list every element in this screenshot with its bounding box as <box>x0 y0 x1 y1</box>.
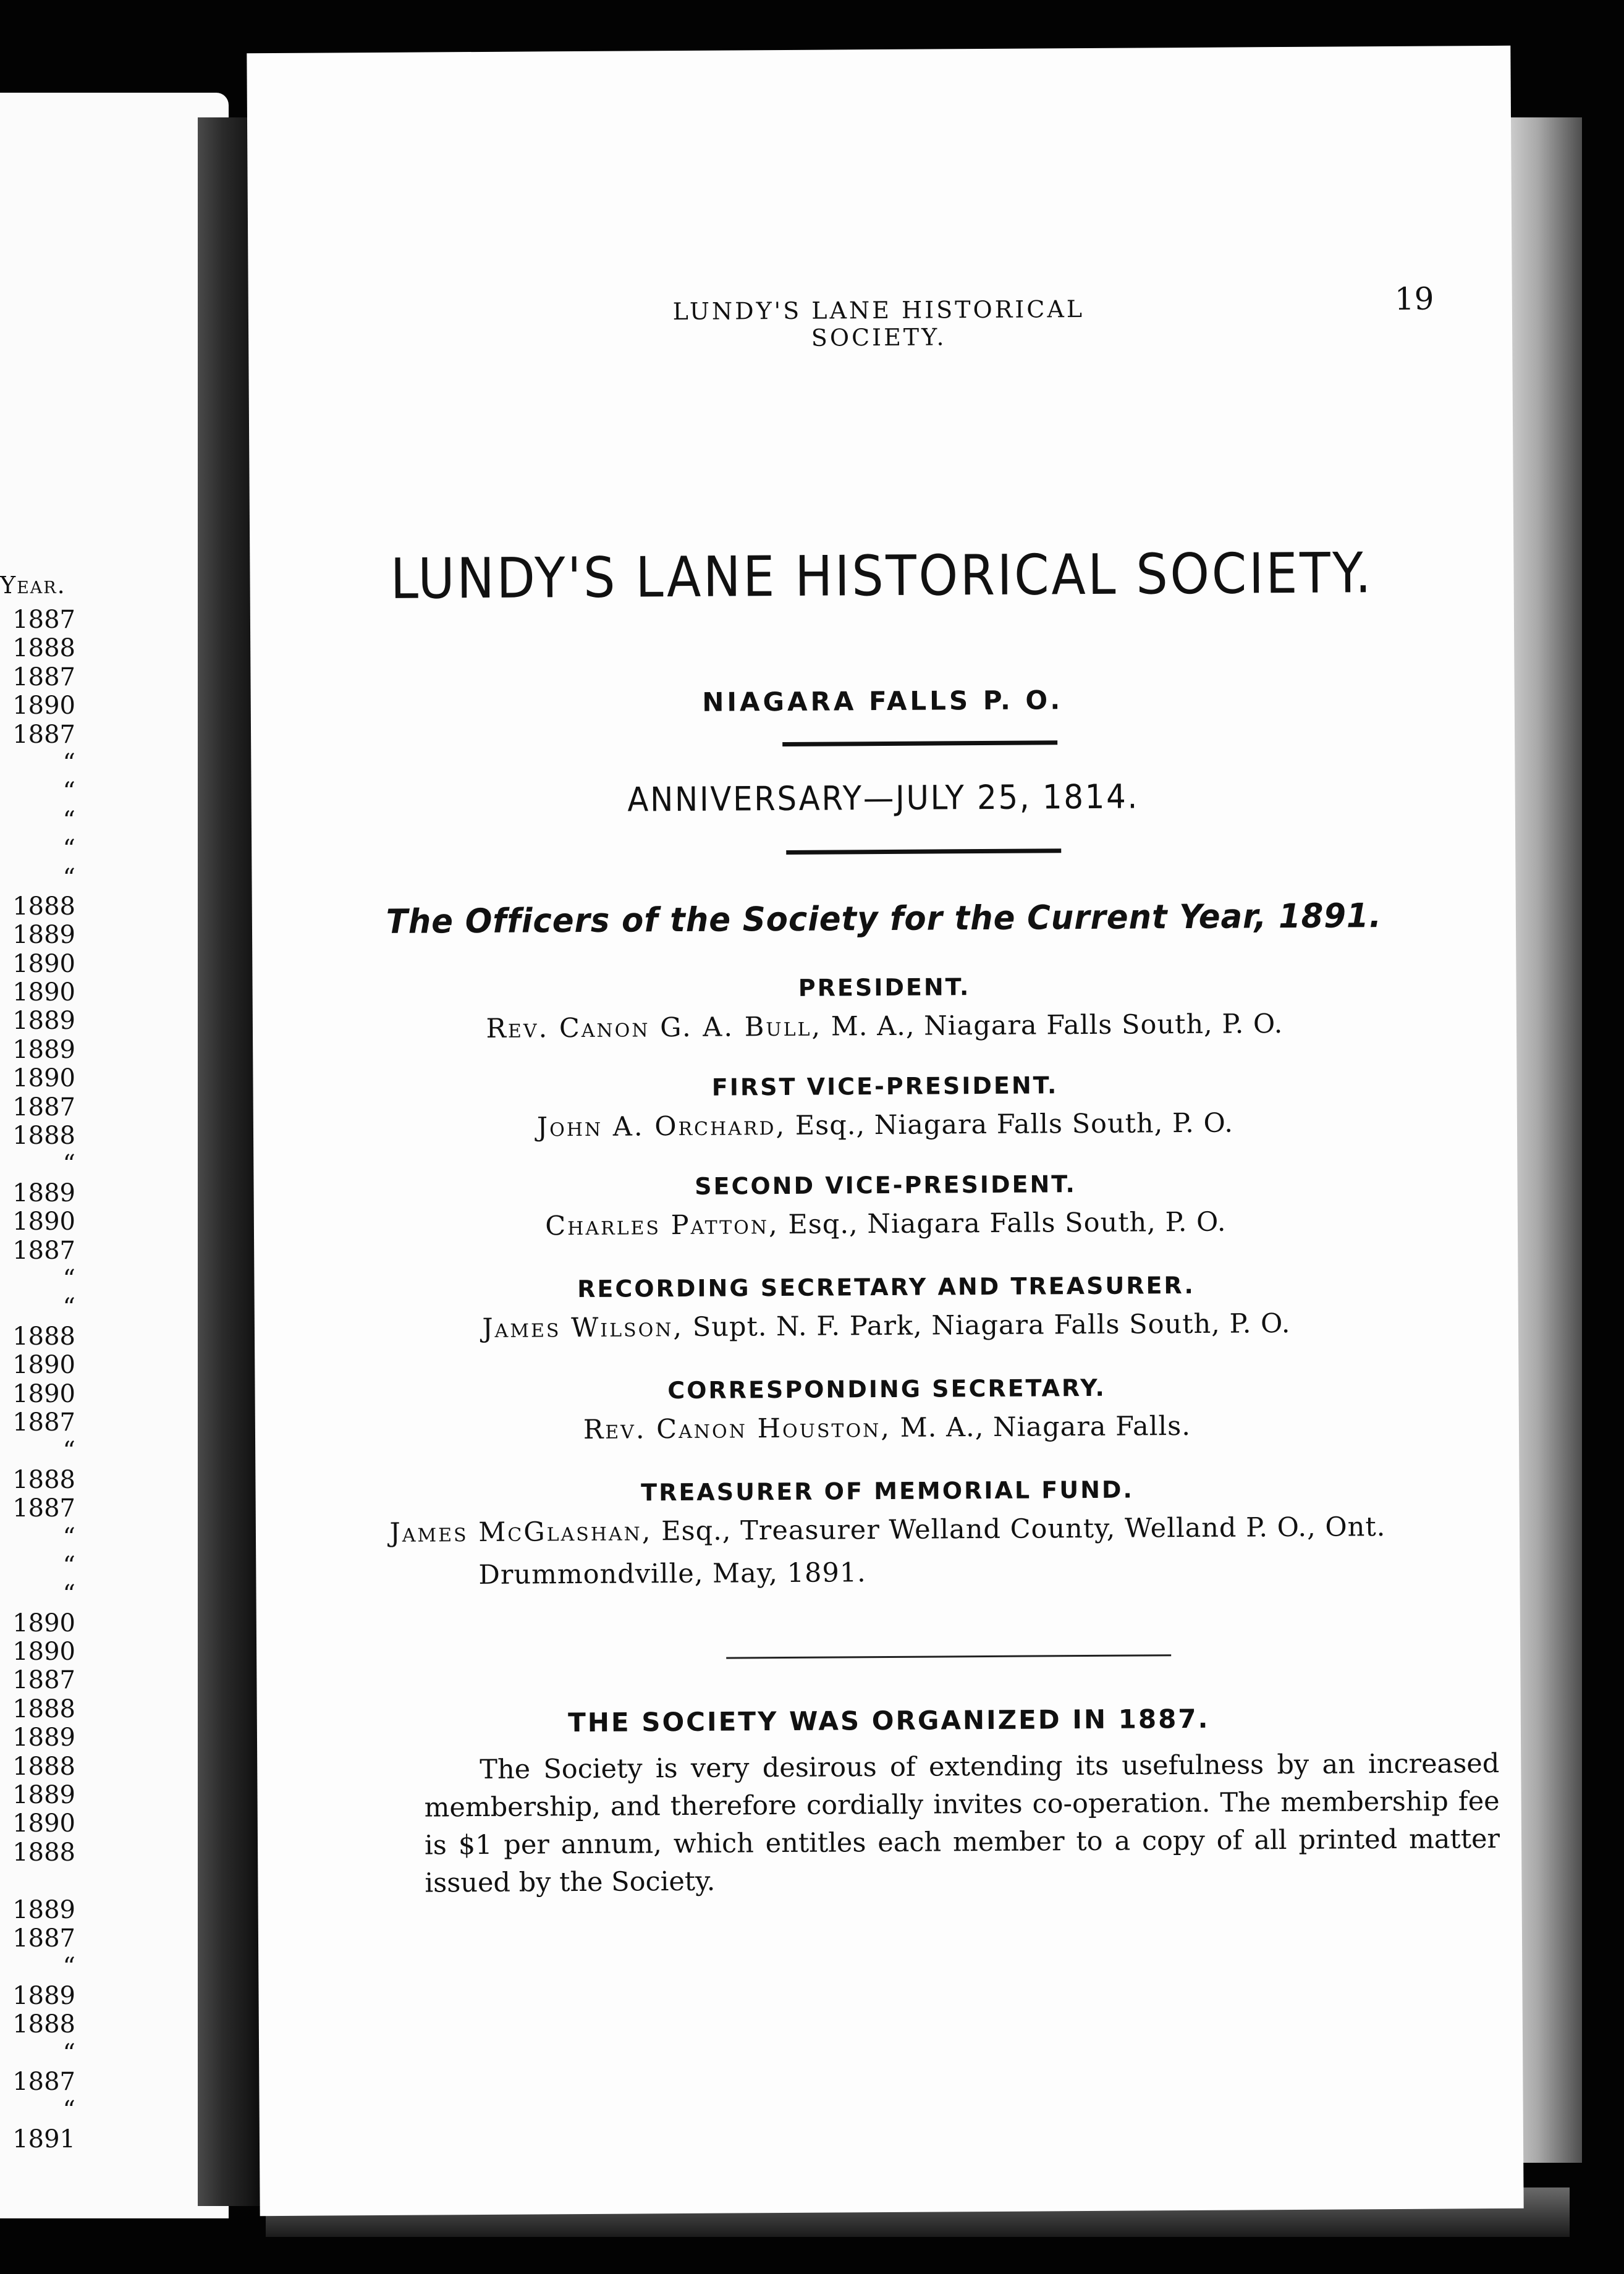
year-entry: 1888 <box>12 892 75 921</box>
year-entry: “ <box>62 1551 75 1580</box>
year-entry: 1887 <box>12 1666 75 1695</box>
year-entry: 1888 <box>12 1838 75 1867</box>
year-entry: 1889 <box>12 1781 75 1810</box>
organized-paragraph: The Society is very desirous of extending its usefulness by an increased membership, and therefore cordially invites co-operation. The membership fee is $1 per annum, which entitles each member to a copy of all printed matter issued by the Society. <box>424 1748 1500 1899</box>
society-title: LUNDY'S LANE HISTORICAL SOCIETY. <box>390 541 1374 612</box>
divider-rule <box>786 848 1061 855</box>
year-entry: 1888 <box>12 634 75 663</box>
year-entry: 1887 <box>12 1408 75 1437</box>
year-entry: 1889 <box>12 1895 75 1924</box>
year-entry: 1888 <box>12 1752 75 1781</box>
year-entry: 1891 <box>12 2124 75 2154</box>
holder-name: James McGlashan, <box>389 1516 653 1549</box>
office-title: FIRST VICE-PRESIDENT. <box>711 1071 1059 1101</box>
holder-detail: M. A., Niagara Falls. <box>890 1410 1191 1443</box>
year-entry: 1887 <box>12 2067 75 2096</box>
holder-detail: Supt. N. F. Park, Niagara Falls South, P. O. <box>683 1308 1291 1343</box>
year-entry: 1890 <box>12 691 75 721</box>
year-entry: 1887 <box>12 1093 75 1122</box>
year-entry: “ <box>62 1293 75 1322</box>
year-entry: 1890 <box>12 1207 75 1236</box>
dateline: Drummondville, May, 1891. <box>478 1557 866 1591</box>
officers-heading: The Officers of the Society for the Current Year, 1891. <box>386 896 1382 941</box>
year-entry: 1890 <box>12 1379 75 1408</box>
previous-page <box>0 93 229 2218</box>
office-holder <box>253 1100 1517 1151</box>
page-number: 19 <box>1394 281 1434 317</box>
year-entry: “ <box>62 1580 75 1609</box>
office-title: PRESIDENT. <box>798 973 971 1002</box>
year-entry: 1889 <box>12 1981 75 2010</box>
holder-name: Rev. Canon Houston, <box>583 1412 892 1445</box>
office-holder <box>254 1199 1518 1249</box>
year-entry: 1887 <box>12 1236 75 1265</box>
office-holder <box>256 1505 1520 1555</box>
office-president <box>252 966 1516 1052</box>
year-entry: “ <box>62 777 75 806</box>
year-entry: 1887 <box>12 1924 75 1953</box>
year-entry: 1887 <box>12 606 75 634</box>
divider-rule <box>782 740 1057 746</box>
year-entry: “ <box>62 1953 75 1982</box>
year-entry: 1888 <box>12 1322 75 1351</box>
year-entry: “ <box>62 748 75 777</box>
office-title: CORRESPONDING SECRETARY. <box>667 1374 1106 1405</box>
holder-detail: M. A., Niagara Falls South, P. O. <box>821 1008 1284 1042</box>
running-head: LUNDY'S LANE HISTORICAL SOCIETY. <box>672 295 1085 352</box>
office-first-vice-president <box>253 1065 1517 1151</box>
year-entry: “ <box>62 1523 75 1552</box>
year-entry: 1890 <box>12 1608 75 1638</box>
office-holder <box>255 1403 1519 1453</box>
office-recording-secretary-treasurer <box>254 1266 1518 1351</box>
year-column <box>0 606 93 2154</box>
holder-detail: Esq., Treasurer Welland County, Welland P. O., Ont. <box>652 1511 1386 1547</box>
year-entry: “ <box>62 863 75 892</box>
year-entry: 1889 <box>12 1723 75 1752</box>
year-entry: 1889 <box>12 921 75 950</box>
year-entry: 1890 <box>12 949 75 978</box>
office-holder <box>253 1001 1516 1052</box>
year-entry: 1888 <box>12 1122 75 1151</box>
year-entry: 1888 <box>12 1465 75 1494</box>
year-entry: “ <box>62 806 75 835</box>
office-holder <box>255 1301 1518 1351</box>
year-entry <box>0 1867 93 1895</box>
year-column-heading: Year. <box>0 572 66 599</box>
year-entry: “ <box>62 1437 75 1466</box>
year-entry: “ <box>62 2039 75 2068</box>
year-entry: 1890 <box>12 1638 75 1667</box>
year-entry: 1887 <box>12 720 75 749</box>
year-entry: “ <box>62 835 75 864</box>
divider-rule <box>726 1654 1171 1659</box>
year-entry: 1888 <box>12 1694 75 1723</box>
year-entry: 1890 <box>12 978 75 1007</box>
year-entry: 1887 <box>12 662 75 691</box>
year-entry: 1890 <box>12 1064 75 1093</box>
holder-name: Rev. Canon G. A. Bull, <box>486 1011 823 1044</box>
year-entry: 1890 <box>12 1351 75 1380</box>
society-location: NIAGARA FALLS P. O. <box>702 685 1064 717</box>
office-second-vice-president <box>253 1164 1518 1249</box>
holder-detail: Esq., Niagara Falls South, P. O. <box>779 1206 1227 1241</box>
office-title: RECORDING SECRETARY AND TREASURER. <box>577 1271 1196 1303</box>
year-entry: 1890 <box>12 1809 75 1838</box>
organized-heading: THE SOCIETY WAS ORGANIZED IN 1887. <box>567 1703 1210 1738</box>
holder-name: James Wilson, <box>482 1312 684 1344</box>
office-memorial-fund-treasurer <box>255 1470 1520 1555</box>
anniversary-line: ANNIVERSARY—JULY 25, 1814. <box>627 777 1140 819</box>
year-entry: “ <box>62 1264 75 1293</box>
holder-detail: Esq., Niagara Falls South, P. O. <box>786 1107 1234 1141</box>
year-entry: 1889 <box>12 1178 75 1207</box>
year-entry: “ <box>62 2096 75 2125</box>
office-corresponding-secretary <box>255 1368 1519 1453</box>
year-entry: 1887 <box>12 1494 75 1523</box>
office-title: SECOND VICE-PRESIDENT. <box>695 1170 1077 1200</box>
year-entry: 1888 <box>12 2010 75 2039</box>
year-entry: 1889 <box>12 1007 75 1036</box>
office-title: TREASURER OF MEMORIAL FUND. <box>641 1476 1135 1507</box>
holder-name: Charles Patton, <box>545 1209 779 1242</box>
holder-name: John A. Orchard, <box>536 1110 787 1143</box>
current-page <box>247 46 1523 2216</box>
year-entry: “ <box>62 1150 75 1179</box>
year-entry: 1889 <box>12 1035 75 1064</box>
